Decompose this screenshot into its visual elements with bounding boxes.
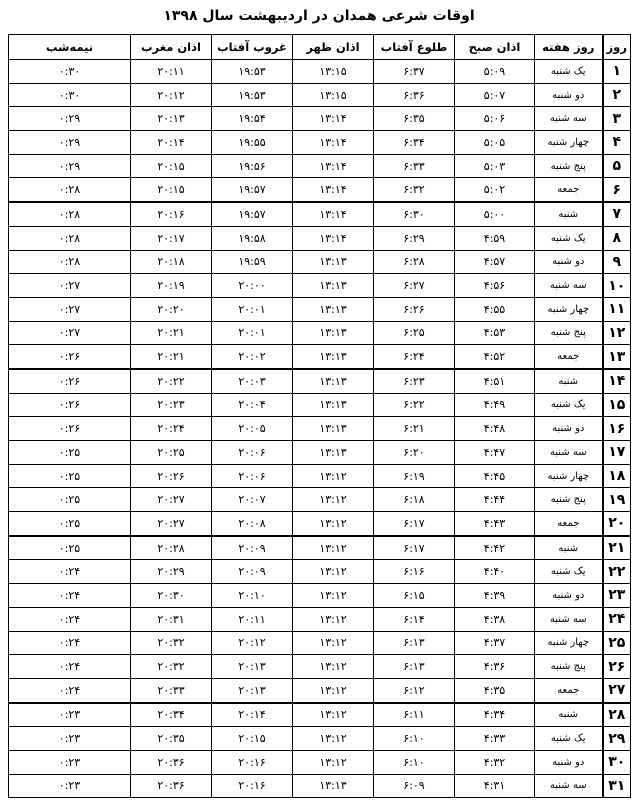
weekday: شنبه bbox=[535, 369, 603, 393]
midnight-time: ۰:۲۹ bbox=[9, 107, 131, 131]
sunset-time: ۲۰:۱۳ bbox=[212, 655, 293, 679]
sunset-time: ۲۰:۱۳ bbox=[212, 678, 293, 702]
midnight-time: ۰:۲۶ bbox=[9, 417, 131, 441]
table-body bbox=[9, 60, 631, 798]
fajr-time: ۵:۰۳ bbox=[455, 154, 535, 178]
weekday: چهار شنبه bbox=[535, 297, 603, 321]
dhuhr-time: ۱۳:۱۳ bbox=[293, 297, 374, 321]
sunrise-time: ۶:۲۳ bbox=[374, 369, 455, 393]
table-row bbox=[9, 345, 631, 369]
weekday: سه شنبه bbox=[535, 607, 603, 631]
weekday: پنج شنبه bbox=[535, 321, 603, 345]
dhuhr-time: ۱۳:۱۴ bbox=[293, 178, 374, 202]
day-number: ۲۱ bbox=[603, 536, 631, 560]
sunset-time: ۲۰:۱۵ bbox=[212, 727, 293, 751]
table-row bbox=[9, 321, 631, 345]
table-row bbox=[9, 202, 631, 226]
weekday: یک شنبه bbox=[535, 393, 603, 417]
fajr-time: ۴:۴۳ bbox=[455, 512, 535, 536]
day-number: ۲۶ bbox=[603, 655, 631, 679]
fajr-time: ۴:۴۰ bbox=[455, 560, 535, 584]
sunrise-time: ۶:۱۶ bbox=[374, 560, 455, 584]
dhuhr-time: ۱۳:۱۳ bbox=[293, 417, 374, 441]
sunset-time: ۱۹:۵۳ bbox=[212, 60, 293, 84]
sunset-time: ۲۰:۰۹ bbox=[212, 560, 293, 584]
fajr-time: ۵:۰۰ bbox=[455, 202, 535, 226]
fajr-time: ۴:۳۴ bbox=[455, 703, 535, 727]
sunset-time: ۲۰:۰۰ bbox=[212, 274, 293, 298]
sunrise-time: ۶:۲۹ bbox=[374, 226, 455, 250]
weekday: چهار شنبه bbox=[535, 631, 603, 655]
sunrise-time: ۶:۳۶ bbox=[374, 83, 455, 107]
day-number: ۱۷ bbox=[603, 441, 631, 465]
maghrib-time: ۲۰:۱۳ bbox=[131, 107, 212, 131]
sunset-time: ۱۹:۵۴ bbox=[212, 107, 293, 131]
maghrib-time: ۲۰:۱۲ bbox=[131, 83, 212, 107]
sunset-time: ۲۰:۱۴ bbox=[212, 703, 293, 727]
maghrib-time: ۲۰:۳۰ bbox=[131, 584, 212, 608]
day-number: ۲۲ bbox=[603, 560, 631, 584]
day-number: ۱۱ bbox=[603, 297, 631, 321]
weekday: جمعه bbox=[535, 178, 603, 202]
table-row bbox=[9, 631, 631, 655]
table-row bbox=[9, 584, 631, 608]
sunrise-time: ۶:۳۵ bbox=[374, 107, 455, 131]
midnight-time: ۰:۳۰ bbox=[9, 60, 131, 84]
day-number: ۱ bbox=[603, 60, 631, 84]
dhuhr-time: ۱۳:۱۳ bbox=[293, 250, 374, 274]
day-number: ۱۹ bbox=[603, 488, 631, 512]
fajr-time: ۵:۰۵ bbox=[455, 131, 535, 155]
sunset-time: ۲۰:۱۶ bbox=[212, 750, 293, 774]
fajr-time: ۴:۵۵ bbox=[455, 297, 535, 321]
maghrib-time: ۲۰:۱۵ bbox=[131, 178, 212, 202]
fajr-time: ۵:۰۲ bbox=[455, 178, 535, 202]
dhuhr-time: ۱۳:۱۵ bbox=[293, 60, 374, 84]
midnight-time: ۰:۲۶ bbox=[9, 393, 131, 417]
table-row bbox=[9, 131, 631, 155]
table-row bbox=[9, 274, 631, 298]
maghrib-time: ۲۰:۲۱ bbox=[131, 345, 212, 369]
sunrise-time: ۶:۳۴ bbox=[374, 131, 455, 155]
day-number: ۲۴ bbox=[603, 607, 631, 631]
dhuhr-time: ۱۳:۱۲ bbox=[293, 631, 374, 655]
midnight-time: ۰:۲۷ bbox=[9, 274, 131, 298]
dhuhr-time: ۱۳:۱۳ bbox=[293, 393, 374, 417]
dhuhr-time: ۱۳:۱۴ bbox=[293, 226, 374, 250]
maghrib-time: ۲۰:۳۱ bbox=[131, 607, 212, 631]
sunrise-time: ۶:۱۲ bbox=[374, 678, 455, 702]
maghrib-time: ۲۰:۲۸ bbox=[131, 536, 212, 560]
dhuhr-time: ۱۳:۱۴ bbox=[293, 131, 374, 155]
weekday: شنبه bbox=[535, 536, 603, 560]
fajr-time: ۵:۰۷ bbox=[455, 83, 535, 107]
sunset-time: ۲۰:۰۷ bbox=[212, 488, 293, 512]
page-title: اوقات شرعی همدان در اردیبهشت سال ۱۳۹۸ bbox=[163, 8, 475, 24]
weekday: سه شنبه bbox=[535, 274, 603, 298]
sunset-time: ۲۰:۰۶ bbox=[212, 464, 293, 488]
dhuhr-time: ۱۳:۱۳ bbox=[293, 774, 374, 798]
sunrise-time: ۶:۱۳ bbox=[374, 655, 455, 679]
sunrise-time: ۶:۲۴ bbox=[374, 345, 455, 369]
midnight-time: ۰:۲۵ bbox=[9, 441, 131, 465]
sunset-time: ۲۰:۱۰ bbox=[212, 584, 293, 608]
midnight-time: ۰:۲۵ bbox=[9, 512, 131, 536]
table-row bbox=[9, 60, 631, 84]
day-number: ۲۹ bbox=[603, 727, 631, 751]
midnight-time: ۰:۲۵ bbox=[9, 536, 131, 560]
maghrib-time: ۲۰:۳۲ bbox=[131, 631, 212, 655]
maghrib-time: ۲۰:۳۴ bbox=[131, 703, 212, 727]
weekday: جمعه bbox=[535, 512, 603, 536]
dhuhr-time: ۱۳:۱۲ bbox=[293, 703, 374, 727]
maghrib-time: ۲۰:۱۶ bbox=[131, 202, 212, 226]
header-sunset: غروب آفتاب bbox=[212, 35, 293, 60]
midnight-time: ۰:۲۳ bbox=[9, 727, 131, 751]
maghrib-time: ۲۰:۲۹ bbox=[131, 560, 212, 584]
fajr-time: ۴:۴۲ bbox=[455, 536, 535, 560]
midnight-time: ۰:۲۸ bbox=[9, 178, 131, 202]
sunset-time: ۲۰:۰۳ bbox=[212, 369, 293, 393]
day-number: ۲۸ bbox=[603, 703, 631, 727]
table-row bbox=[9, 727, 631, 751]
weekday: چهار شنبه bbox=[535, 464, 603, 488]
day-number: ۶ bbox=[603, 178, 631, 202]
fajr-time: ۴:۵۷ bbox=[455, 250, 535, 274]
fajr-time: ۴:۵۳ bbox=[455, 321, 535, 345]
table-row bbox=[9, 560, 631, 584]
sunset-time: ۲۰:۱۶ bbox=[212, 774, 293, 798]
dhuhr-time: ۱۳:۱۲ bbox=[293, 678, 374, 702]
weekday: سه شنبه bbox=[535, 774, 603, 798]
weekday: شنبه bbox=[535, 202, 603, 226]
dhuhr-time: ۱۳:۱۳ bbox=[293, 345, 374, 369]
maghrib-time: ۲۰:۳۲ bbox=[131, 655, 212, 679]
sunrise-time: ۶:۲۰ bbox=[374, 441, 455, 465]
table-row bbox=[9, 107, 631, 131]
fajr-time: ۴:۳۸ bbox=[455, 607, 535, 631]
table-row bbox=[9, 512, 631, 536]
maghrib-time: ۲۰:۲۷ bbox=[131, 488, 212, 512]
sunset-time: ۲۰:۰۱ bbox=[212, 297, 293, 321]
sunrise-time: ۶:۱۴ bbox=[374, 607, 455, 631]
dhuhr-time: ۱۳:۱۳ bbox=[293, 369, 374, 393]
weekday: یک شنبه bbox=[535, 560, 603, 584]
maghrib-time: ۲۰:۳۶ bbox=[131, 750, 212, 774]
fajr-time: ۴:۴۸ bbox=[455, 417, 535, 441]
dhuhr-time: ۱۳:۱۴ bbox=[293, 107, 374, 131]
sunrise-time: ۶:۱۳ bbox=[374, 631, 455, 655]
sunrise-time: ۶:۲۲ bbox=[374, 393, 455, 417]
midnight-time: ۰:۲۴ bbox=[9, 607, 131, 631]
day-number: ۲۵ bbox=[603, 631, 631, 655]
midnight-time: ۰:۲۳ bbox=[9, 774, 131, 798]
dhuhr-time: ۱۳:۱۲ bbox=[293, 464, 374, 488]
day-number: ۱۸ bbox=[603, 464, 631, 488]
sunset-time: ۲۰:۰۸ bbox=[212, 512, 293, 536]
day-number: ۸ bbox=[603, 226, 631, 250]
dhuhr-time: ۱۳:۱۳ bbox=[293, 274, 374, 298]
sunrise-time: ۶:۲۷ bbox=[374, 274, 455, 298]
dhuhr-time: ۱۳:۱۳ bbox=[293, 321, 374, 345]
table-row bbox=[9, 83, 631, 107]
sunset-time: ۲۰:۱۲ bbox=[212, 631, 293, 655]
sunset-time: ۱۹:۵۷ bbox=[212, 178, 293, 202]
table-row bbox=[9, 417, 631, 441]
weekday: پنج شنبه bbox=[535, 655, 603, 679]
sunrise-time: ۶:۲۱ bbox=[374, 417, 455, 441]
day-number: ۳۰ bbox=[603, 750, 631, 774]
header-day: روز bbox=[603, 35, 631, 60]
maghrib-time: ۲۰:۲۷ bbox=[131, 512, 212, 536]
day-number: ۱۴ bbox=[603, 369, 631, 393]
day-number: ۳۱ bbox=[603, 774, 631, 798]
sunrise-time: ۶:۲۸ bbox=[374, 250, 455, 274]
weekday: دو شنبه bbox=[535, 750, 603, 774]
header-fajr: اذان صبح bbox=[455, 35, 535, 60]
sunset-time: ۱۹:۵۵ bbox=[212, 131, 293, 155]
sunrise-time: ۶:۲۵ bbox=[374, 321, 455, 345]
sunset-time: ۱۹:۵۳ bbox=[212, 83, 293, 107]
fajr-time: ۴:۴۵ bbox=[455, 464, 535, 488]
sunrise-time: ۶:۱۵ bbox=[374, 584, 455, 608]
day-number: ۱۳ bbox=[603, 345, 631, 369]
dhuhr-time: ۱۳:۱۳ bbox=[293, 441, 374, 465]
midnight-time: ۰:۲۸ bbox=[9, 226, 131, 250]
sunrise-time: ۶:۱۷ bbox=[374, 536, 455, 560]
weekday: دو شنبه bbox=[535, 250, 603, 274]
midnight-time: ۰:۲۴ bbox=[9, 655, 131, 679]
maghrib-time: ۲۰:۳۳ bbox=[131, 678, 212, 702]
table-row bbox=[9, 655, 631, 679]
dhuhr-time: ۱۳:۱۲ bbox=[293, 655, 374, 679]
day-number: ۲ bbox=[603, 83, 631, 107]
day-number: ۳ bbox=[603, 107, 631, 131]
midnight-time: ۰:۲۹ bbox=[9, 131, 131, 155]
fajr-time: ۴:۳۷ bbox=[455, 631, 535, 655]
sunset-time: ۱۹:۵۹ bbox=[212, 250, 293, 274]
table-row bbox=[9, 226, 631, 250]
midnight-time: ۰:۲۹ bbox=[9, 154, 131, 178]
weekday: جمعه bbox=[535, 345, 603, 369]
maghrib-time: ۲۰:۲۶ bbox=[131, 464, 212, 488]
day-number: ۹ bbox=[603, 250, 631, 274]
fajr-time: ۴:۳۶ bbox=[455, 655, 535, 679]
sunset-time: ۱۹:۵۸ bbox=[212, 226, 293, 250]
header-row bbox=[9, 35, 631, 60]
dhuhr-time: ۱۳:۱۲ bbox=[293, 488, 374, 512]
sunset-time: ۲۰:۰۱ bbox=[212, 321, 293, 345]
midnight-time: ۰:۲۶ bbox=[9, 345, 131, 369]
fajr-time: ۴:۳۹ bbox=[455, 584, 535, 608]
maghrib-time: ۲۰:۱۱ bbox=[131, 60, 212, 84]
sunrise-time: ۶:۳۳ bbox=[374, 154, 455, 178]
midnight-time: ۰:۲۴ bbox=[9, 560, 131, 584]
maghrib-time: ۲۰:۳۵ bbox=[131, 727, 212, 751]
sunset-time: ۲۰:۰۴ bbox=[212, 393, 293, 417]
table-row bbox=[9, 154, 631, 178]
day-number: ۲۰ bbox=[603, 512, 631, 536]
dhuhr-time: ۱۳:۱۲ bbox=[293, 512, 374, 536]
weekday: چهار شنبه bbox=[535, 131, 603, 155]
table-row bbox=[9, 297, 631, 321]
day-number: ۱۶ bbox=[603, 417, 631, 441]
fajr-time: ۴:۳۳ bbox=[455, 727, 535, 751]
table-row bbox=[9, 488, 631, 512]
table-row bbox=[9, 393, 631, 417]
day-number: ۲۷ bbox=[603, 678, 631, 702]
fajr-time: ۴:۴۹ bbox=[455, 393, 535, 417]
dhuhr-time: ۱۳:۱۲ bbox=[293, 584, 374, 608]
midnight-time: ۰:۲۷ bbox=[9, 321, 131, 345]
sunrise-time: ۶:۲۶ bbox=[374, 297, 455, 321]
weekday: دو شنبه bbox=[535, 417, 603, 441]
table-row bbox=[9, 774, 631, 798]
midnight-time: ۰:۲۶ bbox=[9, 369, 131, 393]
weekday: یک شنبه bbox=[535, 226, 603, 250]
maghrib-time: ۲۰:۲۱ bbox=[131, 321, 212, 345]
fajr-time: ۵:۰۶ bbox=[455, 107, 535, 131]
sunrise-time: ۶:۱۸ bbox=[374, 488, 455, 512]
maghrib-time: ۲۰:۲۵ bbox=[131, 441, 212, 465]
weekday: سه شنبه bbox=[535, 107, 603, 131]
table-row bbox=[9, 250, 631, 274]
sunset-time: ۱۹:۵۷ bbox=[212, 202, 293, 226]
weekday: پنج شنبه bbox=[535, 154, 603, 178]
sunrise-time: ۶:۱۹ bbox=[374, 464, 455, 488]
header-sunrise: طلوع آفتاب bbox=[374, 35, 455, 60]
dhuhr-time: ۱۳:۱۲ bbox=[293, 560, 374, 584]
midnight-time: ۰:۲۷ bbox=[9, 297, 131, 321]
maghrib-time: ۲۰:۲۰ bbox=[131, 297, 212, 321]
fajr-time: ۴:۵۶ bbox=[455, 274, 535, 298]
sunrise-time: ۶:۰۹ bbox=[374, 774, 455, 798]
maghrib-time: ۲۰:۱۷ bbox=[131, 226, 212, 250]
fajr-time: ۴:۵۲ bbox=[455, 345, 535, 369]
dhuhr-time: ۱۳:۱۲ bbox=[293, 607, 374, 631]
fajr-time: ۴:۴۴ bbox=[455, 488, 535, 512]
fajr-time: ۴:۳۵ bbox=[455, 678, 535, 702]
sunset-time: ۲۰:۰۲ bbox=[212, 345, 293, 369]
fajr-time: ۴:۳۱ bbox=[455, 774, 535, 798]
midnight-time: ۰:۲۸ bbox=[9, 250, 131, 274]
sunrise-time: ۶:۱۰ bbox=[374, 750, 455, 774]
fajr-time: ۴:۵۹ bbox=[455, 226, 535, 250]
sunrise-time: ۶:۱۰ bbox=[374, 727, 455, 751]
maghrib-time: ۲۰:۲۴ bbox=[131, 417, 212, 441]
day-number: ۱۰ bbox=[603, 274, 631, 298]
dhuhr-time: ۱۳:۱۲ bbox=[293, 727, 374, 751]
sunset-time: ۱۹:۵۶ bbox=[212, 154, 293, 178]
table-row bbox=[9, 536, 631, 560]
sunrise-time: ۶:۳۲ bbox=[374, 178, 455, 202]
maghrib-time: ۲۰:۱۹ bbox=[131, 274, 212, 298]
weekday: شنبه bbox=[535, 703, 603, 727]
table-row bbox=[9, 464, 631, 488]
weekday: یک شنبه bbox=[535, 727, 603, 751]
table-row bbox=[9, 703, 631, 727]
dhuhr-time: ۱۳:۱۴ bbox=[293, 202, 374, 226]
sunrise-time: ۶:۳۰ bbox=[374, 202, 455, 226]
dhuhr-time: ۱۳:۱۲ bbox=[293, 536, 374, 560]
table-row bbox=[9, 607, 631, 631]
sunset-time: ۲۰:۰۹ bbox=[212, 536, 293, 560]
table-row bbox=[9, 178, 631, 202]
dhuhr-time: ۱۳:۱۲ bbox=[293, 750, 374, 774]
header-weekday: روز هفته bbox=[535, 35, 603, 60]
prayer-times-table bbox=[8, 34, 631, 798]
day-number: ۵ bbox=[603, 154, 631, 178]
sunrise-time: ۶:۱۷ bbox=[374, 512, 455, 536]
maghrib-time: ۲۰:۱۴ bbox=[131, 131, 212, 155]
sunrise-time: ۶:۱۱ bbox=[374, 703, 455, 727]
table-row bbox=[9, 441, 631, 465]
midnight-time: ۰:۲۵ bbox=[9, 488, 131, 512]
maghrib-time: ۲۰:۱۸ bbox=[131, 250, 212, 274]
fajr-time: ۵:۰۹ bbox=[455, 60, 535, 84]
fajr-time: ۴:۵۱ bbox=[455, 369, 535, 393]
sunset-time: ۲۰:۱۱ bbox=[212, 607, 293, 631]
header-midnight: نیمه‌شب bbox=[9, 35, 131, 60]
day-number: ۱۲ bbox=[603, 321, 631, 345]
midnight-time: ۰:۲۳ bbox=[9, 703, 131, 727]
midnight-time: ۰:۲۴ bbox=[9, 678, 131, 702]
maghrib-time: ۲۰:۲۳ bbox=[131, 393, 212, 417]
weekday: یک شنبه bbox=[535, 60, 603, 84]
fajr-time: ۴:۴۷ bbox=[455, 441, 535, 465]
sunrise-time: ۶:۳۷ bbox=[374, 60, 455, 84]
midnight-time: ۰:۲۴ bbox=[9, 584, 131, 608]
weekday: پنج شنبه bbox=[535, 488, 603, 512]
header-maghrib: اذان مغرب bbox=[131, 35, 212, 60]
fajr-time: ۴:۳۲ bbox=[455, 750, 535, 774]
dhuhr-time: ۱۳:۱۵ bbox=[293, 83, 374, 107]
midnight-time: ۰:۲۳ bbox=[9, 750, 131, 774]
day-number: ۴ bbox=[603, 131, 631, 155]
weekday: جمعه bbox=[535, 678, 603, 702]
day-number: ۲۳ bbox=[603, 584, 631, 608]
weekday: دو شنبه bbox=[535, 584, 603, 608]
midnight-time: ۰:۲۴ bbox=[9, 631, 131, 655]
table-row bbox=[9, 678, 631, 702]
weekday: دو شنبه bbox=[535, 83, 603, 107]
midnight-time: ۰:۲۵ bbox=[9, 464, 131, 488]
day-number: ۱۵ bbox=[603, 393, 631, 417]
maghrib-time: ۲۰:۲۲ bbox=[131, 369, 212, 393]
day-number: ۷ bbox=[603, 202, 631, 226]
header-dhuhr: اذان ظهر bbox=[293, 35, 374, 60]
maghrib-time: ۲۰:۱۵ bbox=[131, 154, 212, 178]
table-row bbox=[9, 369, 631, 393]
midnight-time: ۰:۲۸ bbox=[9, 202, 131, 226]
table-row bbox=[9, 750, 631, 774]
midnight-time: ۰:۳۰ bbox=[9, 83, 131, 107]
dhuhr-time: ۱۳:۱۴ bbox=[293, 154, 374, 178]
weekday: سه شنبه bbox=[535, 441, 603, 465]
maghrib-time: ۲۰:۳۶ bbox=[131, 774, 212, 798]
sunset-time: ۲۰:۰۶ bbox=[212, 441, 293, 465]
sunset-time: ۲۰:۰۵ bbox=[212, 417, 293, 441]
